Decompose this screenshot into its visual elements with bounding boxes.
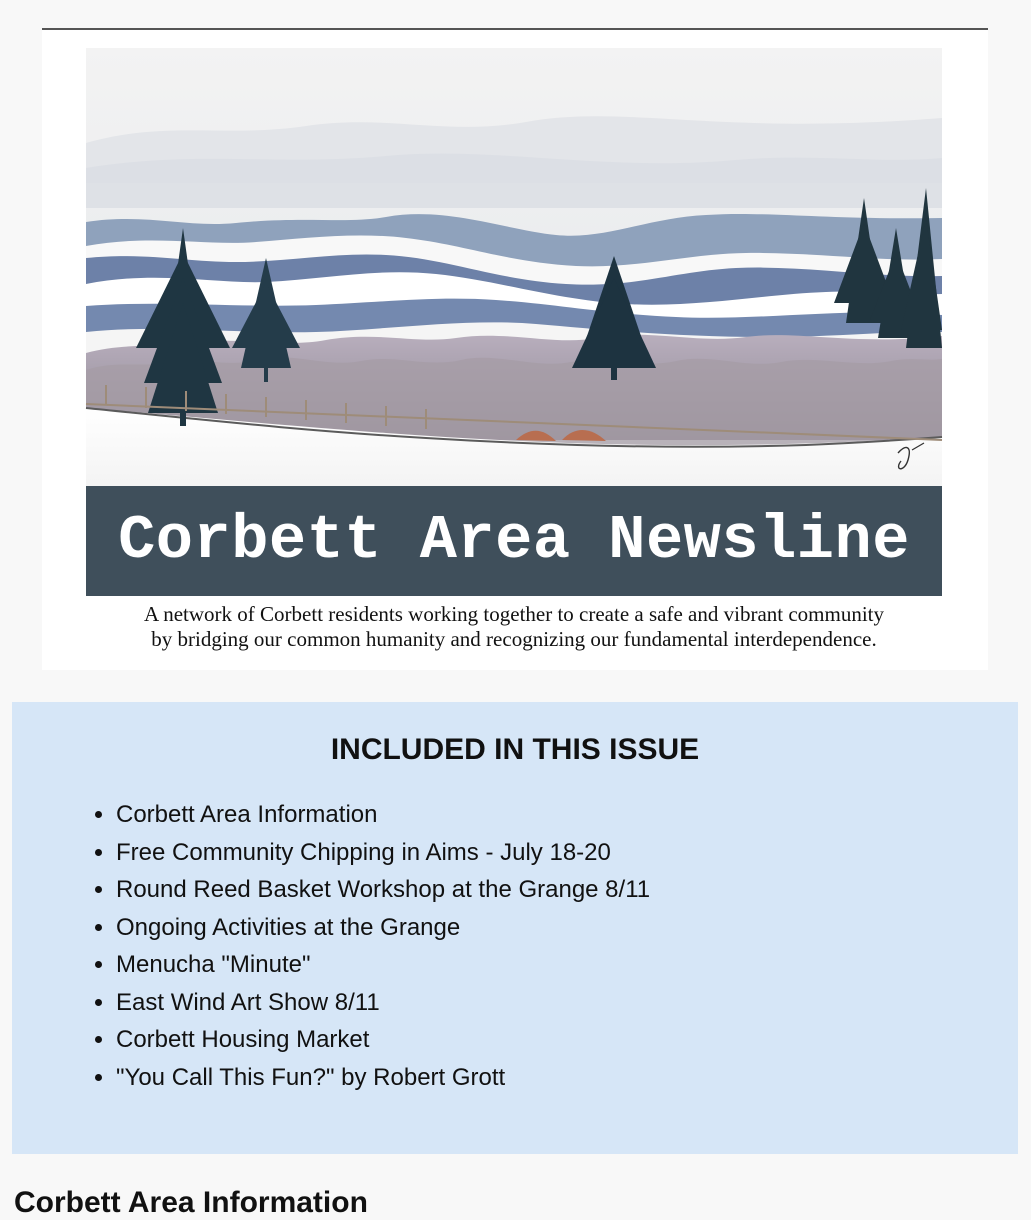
tagline-line-1: A network of Corbett residents working together to create a safe and vibrant community <box>143 602 885 626</box>
section-heading-corbett-area-information: Corbett Area Information <box>14 1186 368 1219</box>
header-illustration <box>86 48 942 498</box>
issue-item: • Corbett Housing Market <box>116 1021 650 1059</box>
issue-contents-box <box>12 702 1018 1154</box>
newsletter-title: Corbett Area Newsline <box>118 505 910 576</box>
header-card <box>42 28 988 670</box>
issue-item: • "You Call This Fun?" by Robert Grott <box>116 1059 650 1097</box>
issue-item: • Free Community Chipping in Aims - July 18-20 <box>116 834 650 872</box>
newsletter-tagline <box>86 602 942 652</box>
issue-contents-heading: INCLUDED IN THIS ISSUE <box>330 733 700 766</box>
issue-item: • Menucha "Minute" <box>116 946 650 984</box>
issue-item: • Ongoing Activities at the Grange <box>116 909 650 947</box>
tagline-line-2: by bridging our common humanity and recognizing our fundamental interdependence. <box>151 627 877 652</box>
issue-item: • East Wind Art Show 8/11 <box>116 984 650 1022</box>
issue-contents-list <box>82 796 650 1096</box>
issue-item: • Round Reed Basket Workshop at the Grange 8/11 <box>116 871 650 909</box>
issue-item: • Corbett Area Information <box>116 796 650 834</box>
winter-landscape-illustration <box>86 48 942 498</box>
newsletter-title-banner <box>86 486 942 596</box>
